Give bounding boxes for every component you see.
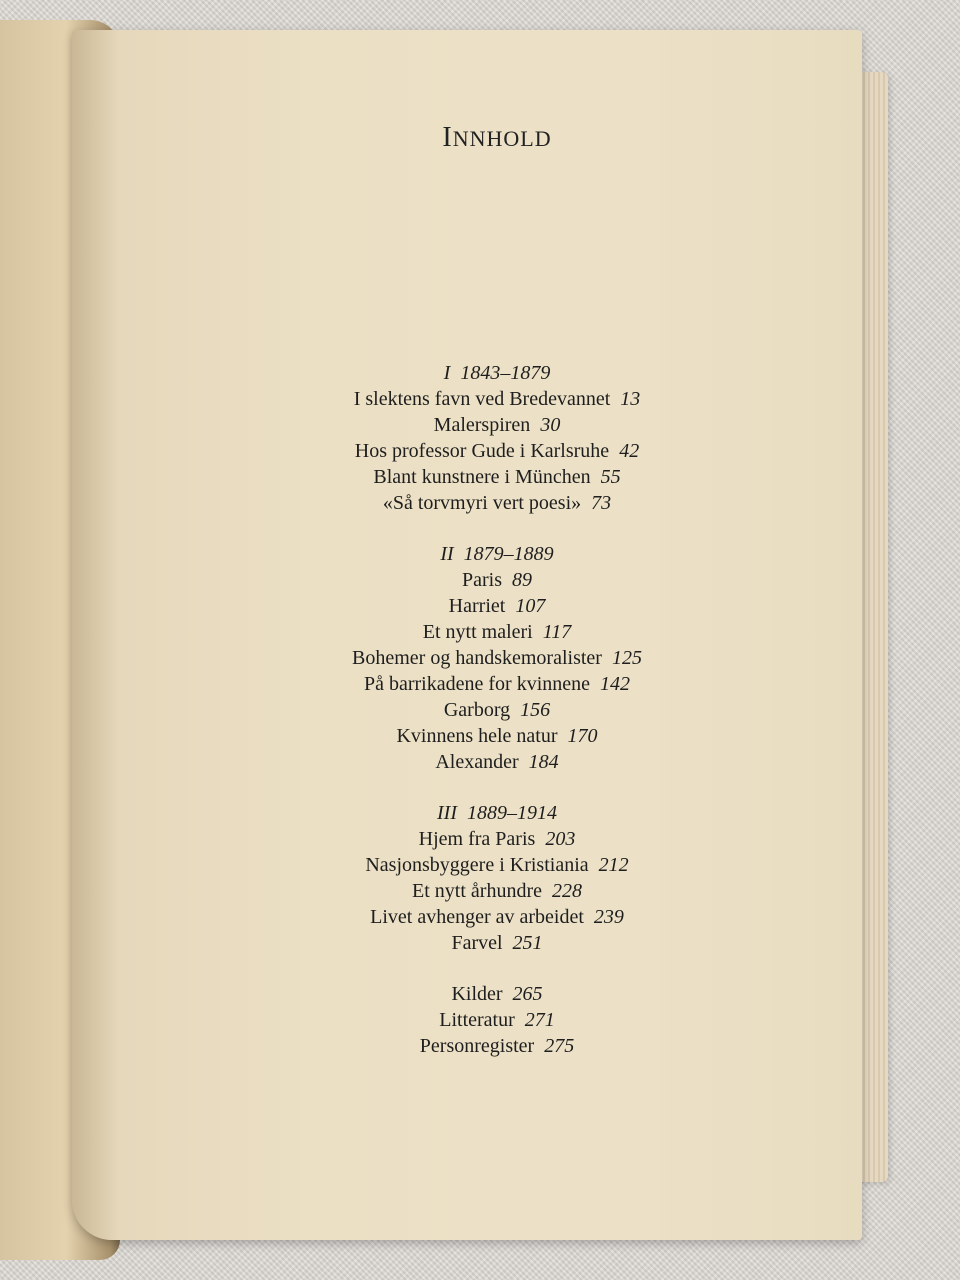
toc-entry: Et nytt århundre 228 [412, 880, 582, 902]
toc-entry: Nasjonsbyggere i Kristiania 212 [365, 854, 629, 876]
toc-entry: Kvinnens hele natur 170 [396, 725, 598, 747]
page-title [72, 122, 922, 154]
toc-entry: Paris 89 [462, 569, 532, 591]
toc-entry: Hos professor Gude i Karlsruhe 42 [354, 440, 640, 462]
toc-entry: Livet avhenger av arbeidet 239 [370, 906, 624, 928]
part-heading-2: II 1879–1889 [440, 543, 554, 565]
toc-entry: Hjem fra Paris 203 [418, 828, 576, 850]
toc-entry-appendix: Litteratur 271 [439, 1009, 555, 1031]
toc-entry: Et nytt maleri 117 [422, 621, 572, 643]
toc-entry-appendix: Personregister 275 [419, 1035, 575, 1057]
part-heading-3: III 1889–1914 [437, 802, 557, 824]
toc-entry: «Så torvmyri vert poesi» 73 [382, 492, 612, 514]
toc-entry: Bohemer og handskemoralister 125 [352, 647, 642, 669]
toc-entry: Garborg 156 [443, 699, 551, 721]
title-initial: I [442, 122, 453, 153]
toc-entry-appendix: Kilder 265 [451, 983, 543, 1005]
book-page [72, 30, 862, 1240]
title-rest: NNHOLD [452, 126, 552, 151]
table-of-contents [222, 360, 772, 1059]
toc-entry: På barrikadene for kvinnene 142 [363, 673, 630, 695]
toc-entry: I slektens favn ved Bredevannet 13 [353, 388, 641, 410]
toc-entry: Farvel 251 [451, 932, 543, 954]
part-heading-1: I 1843–1879 [443, 362, 551, 384]
toc-entry: Harriet 107 [448, 595, 546, 617]
toc-entry: Blant kunstnere i München 55 [373, 466, 621, 488]
toc-entry: Malerspiren 30 [433, 414, 561, 436]
toc-entry: Alexander 184 [435, 751, 559, 773]
